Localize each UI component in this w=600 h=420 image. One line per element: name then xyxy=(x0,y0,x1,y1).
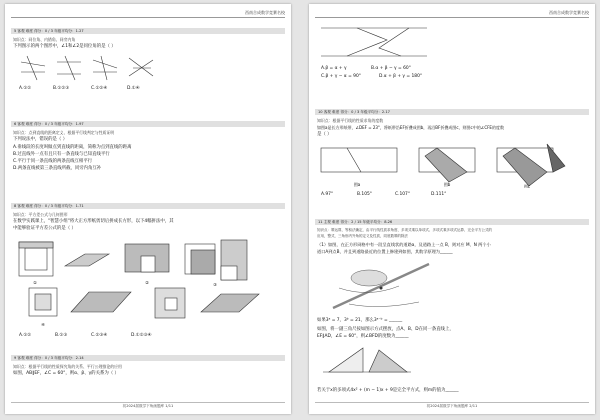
figure-label-4: ④ xyxy=(41,322,45,327)
question-6-stem: 下列说法中，错误的是（ ） xyxy=(13,137,68,142)
question-10-option-a: A.97° xyxy=(321,192,334,197)
question-8-option-c: C.②③④ xyxy=(91,333,108,338)
question-11-map-figure xyxy=(329,258,439,314)
document-page-2 xyxy=(309,4,595,414)
question-11-band: 11 主观 难度 得分：2 / 15 年级平均分：8.26 xyxy=(315,219,589,225)
question-8-figures xyxy=(15,236,285,331)
question-5-stem: 下列图示的两个图形中，∠1和∠2是同位角的是（ ） xyxy=(13,44,116,49)
question-8-band: 8 客观 难度 得分：0 / 3 年级平均分：1.71 xyxy=(11,203,285,209)
question-5-option-d: D.①④ xyxy=(127,86,140,91)
question-10-option-d: D.111° xyxy=(431,192,447,197)
question-6-option-a: A.垂线段的长度叫做点到直线的距离，简称为点到直线的距离 xyxy=(13,145,132,150)
question-9-figure xyxy=(317,22,437,62)
page-header: 西南合成数学竞赛名校 xyxy=(245,10,285,15)
figure-c-label: 图c xyxy=(523,184,531,188)
question-10-stem-tail: 是（ ） xyxy=(317,132,332,137)
page-header: 西南合成数学竞赛名校 xyxy=(549,10,589,15)
question-8-option-b: B.①③ xyxy=(55,333,68,338)
question-10-option-c: C.107° xyxy=(395,192,411,197)
question-5-figures xyxy=(19,54,159,82)
question-10-band: 10 客观 难度 得分：0 / 3 年级平均分：2.17 xyxy=(315,109,589,115)
question-8-stem-line-1: 在数学实践课上，"智慧小组"将大正方形纸剪切后拼成长方形，以下4幅拼法中，其 xyxy=(13,219,174,224)
question-11-part-3-line-2: EF∥AD，∠E = 60°，则∠BFD的度数为______ xyxy=(317,334,409,339)
footer-divider xyxy=(11,402,285,403)
question-5-option-a: A.①② xyxy=(19,86,32,91)
question-6-knowledge-point: 知识点：点到直线的距离定义、根据平行线判定与性质证明 xyxy=(13,130,115,135)
header-divider xyxy=(315,17,589,18)
question-11-knowledge-point-2: 应用，整式，三角形内外角的定义及性质，同底数幂的除法 xyxy=(317,234,408,238)
figure-label-1: ① xyxy=(33,280,37,285)
question-8-option-a: A.①② xyxy=(19,333,32,338)
question-9-stem: 如图，AB∥EF，∠C = 60°，则α、β、γ的关系为（ ） xyxy=(13,371,119,376)
question-9-option-a: A.β = α + γ xyxy=(321,66,347,71)
page-footer: 初2024届数学下角画题库 2/11 xyxy=(426,404,478,408)
question-5-knowledge-point: 知识点：同位角、内错角、同旁内角 xyxy=(13,37,76,42)
question-11-part-1-line-1: （1）如图，在正方形网格中有一段呈直线状的道路a，及道路上一点 B，则对应 M、N 两个小 xyxy=(317,242,491,247)
question-10-stem: 如图a是长方形纸带，∠DEF = 23°，将纸带沿EF折叠成图b，再沿BF折叠成图c，则图c中的∠CFE的度数 xyxy=(317,125,504,130)
question-11-part-2: 如果3ᵃ = 7，3ᵇ = 21，那么3ᵃ⁻ᵇ = ______ xyxy=(317,318,403,323)
question-9-band: 9 客观 难度 得分：0 / 3 年级平均分：2.14 xyxy=(11,355,285,361)
document-page-1 xyxy=(5,4,291,414)
question-10-knowledge-point: 知识点：根据平行线的性质求角的度数 xyxy=(317,118,384,123)
figure-label-3: ③ xyxy=(213,282,217,287)
question-6-band: 6 客观 难度 得分：0 / 3 年级平均分：1.97 xyxy=(11,121,285,127)
figure-a-label: 图a xyxy=(353,182,361,187)
question-9-option-b: B.α + β − γ = 60° xyxy=(371,66,411,71)
question-8-stem-line-2: 中能够验证平方差公式的是（ ） xyxy=(13,226,76,231)
header-divider xyxy=(11,17,285,18)
footer-divider xyxy=(315,402,589,403)
question-11-part-4: 若关于x的多项式4x² + (m − 1)x + 9是完全平方式，则m的值为______ xyxy=(317,388,459,393)
question-11-knowledge-point-1: 知识点：幂运算，等积法确定，由平行线性质求角度、多项式乘以单项式、多项式乘多项式运算、完全平方公式的 xyxy=(317,228,492,232)
question-11-part-1-line-2: 道口A到点B，并且到道路最近的位置上修建到如图，其数学原理为______ xyxy=(317,249,453,254)
question-6-option-b: B.过直线外一点有且只有一条直线与已知直线平行 xyxy=(13,152,110,157)
question-9-option-d: D.α + β + γ = 180° xyxy=(379,74,423,79)
page-footer: 初2024届数学下角画题库 1/11 xyxy=(122,404,174,408)
question-8-knowledge-point: 知识点：平方差公式与几何图形 xyxy=(13,212,68,217)
question-5-option-b: B.①②③ xyxy=(53,86,70,91)
question-5-option-c: C.①②④ xyxy=(91,86,108,91)
question-5-band: 5 客观 难度 得分：0 / 3 年级平均分：1.27 xyxy=(11,28,285,34)
question-10-figures xyxy=(317,142,587,188)
question-9-knowledge-point: 知识点：根据平行线的性质探究角的关系、平行公理推论的应用 xyxy=(13,364,122,369)
question-6-option-c: C.平行于同一条直线的两条直线互相平行 xyxy=(13,159,93,164)
question-8-option-d: D.①②③④ xyxy=(131,333,152,338)
question-11-part-3-line-1: 如图，将一副三角尺按如图示方式摆放，点A、B、D在同一条直线上， xyxy=(317,327,454,332)
question-9-option-c: C.β + γ − α = 90° xyxy=(321,74,361,79)
question-10-option-b: B.105° xyxy=(357,192,372,197)
question-11-triangle-figure xyxy=(319,342,419,378)
figure-b-label: 图b xyxy=(443,182,451,187)
question-6-option-d: D.两条直线被第三条直线所截，同旁内角互补 xyxy=(13,166,102,171)
figure-label-2: ② xyxy=(145,280,149,285)
